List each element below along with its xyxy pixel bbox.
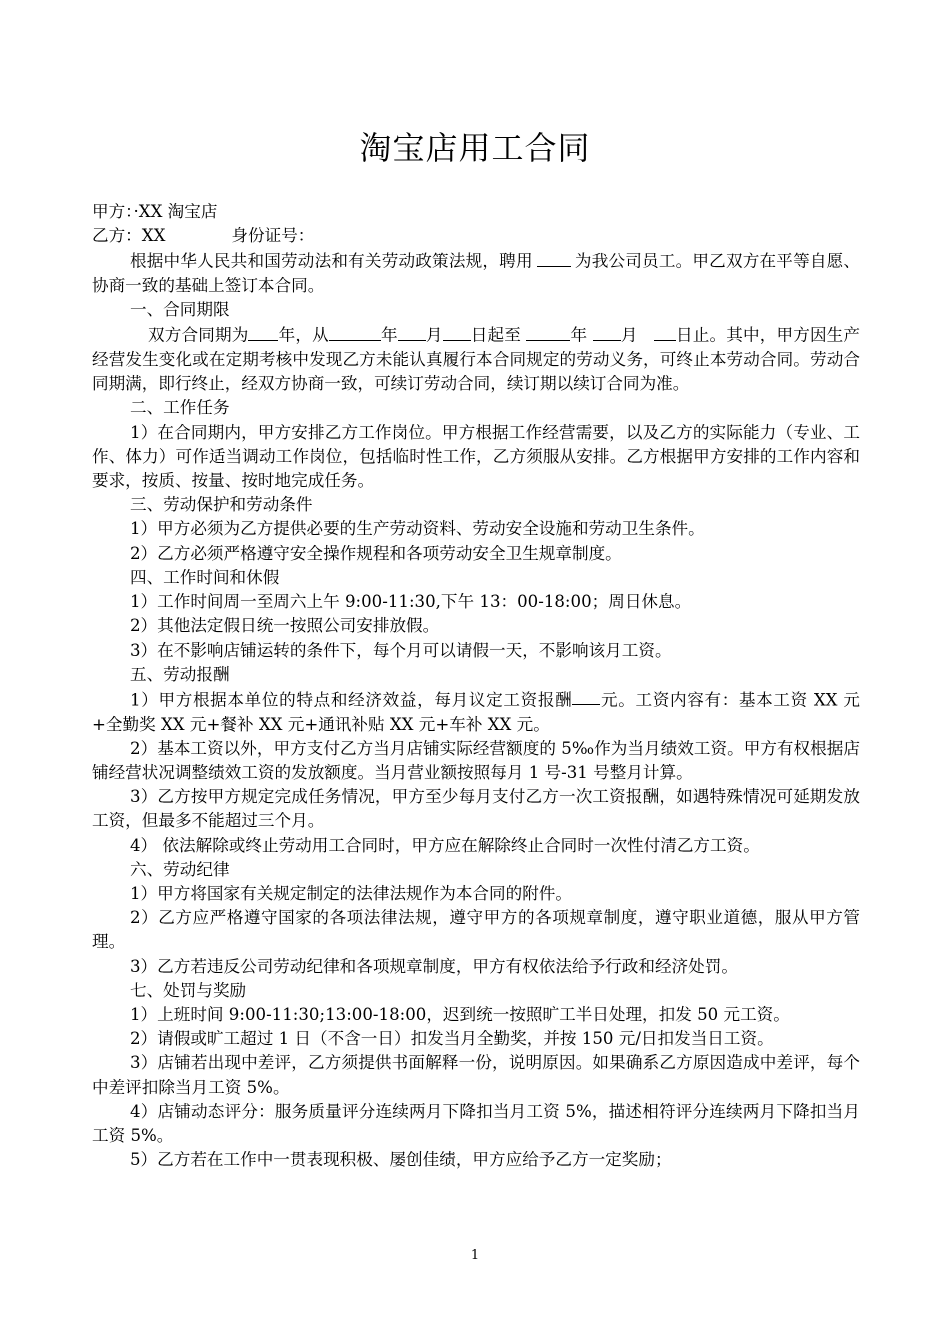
section-3-item-2: 2）乙方必须严格遵守安全操作规程和各项劳动安全卫生规章制度。 (130, 543, 622, 563)
section-3-item-1: 1）甲方必须为乙方提供必要的生产劳动资料、劳动安全设施和劳动卫生条件。 (130, 519, 705, 539)
section-4-item-1: 1）工作时间周一至周六上午 9:00-11:30,下午 13：00-18:00；周日休息。 (130, 592, 692, 612)
blank-end-day (654, 322, 676, 340)
section-5-item-1: 1）甲方根据本单位的特点和经济效益，每月议定工资报酬 元。工资内容有：基本工资 XX 元+全勤奖 XX 元+餐补 XX 元+通讯补贴 XX 元+车补 XX 元。 (92, 687, 860, 737)
blank-years (248, 322, 278, 340)
section-7-item-1: 1）上班时间 9:00-11:30;13:00-18:00，迟到统一按照旷工半日处理，扣发 50 元工资。 (130, 1004, 790, 1024)
blank-end-year (526, 322, 570, 340)
party-b-line (92, 224, 860, 248)
section-5-item-2: 2）基本工资以外，甲方支付乙方当月店铺实际经营额度的 5‰作为当月绩效工资。甲方有权根据店铺经营状况调整绩效工资的发放额度。当月营业额按照每月 1 号-31 号整月计算。 (92, 738, 860, 782)
blank-start-year (329, 322, 381, 340)
blank-start-month (398, 322, 426, 340)
intro-paragraph: 根据中华人民共和国劳动法和有关劳动政策法规，聘用 为我公司员工。甲乙双方在平等自愿、协商一致的基础上签订本合同。 (92, 248, 860, 298)
section-7-item-4: 4）店铺动态评分：服务质量评分连续两月下降扣当月工资 5%，描述相符评分连续两月下降扣当月工资 5%。 (92, 1101, 860, 1145)
section-6-item-2: 2）乙方应严格遵守国家的各项法律法规，遵守甲方的各项规章制度，遵守职业道德，服从甲方管理。 (92, 908, 860, 952)
section-5-heading: 五、劳动报酬 (130, 664, 230, 684)
document-title: 淘宝店用工合同 (359, 129, 591, 167)
section-2-heading: 二、工作任务 (130, 398, 230, 418)
blank-start-day (443, 322, 471, 340)
blank-salary (572, 687, 600, 705)
section-6-item-3: 3）乙方若违反公司劳动纪律和各项规章制度，甲方有权依法给予行政和经济处罚。 (130, 956, 738, 976)
document-body (92, 200, 860, 1172)
party-b-id-label: 身份证号： (231, 226, 315, 246)
section-4-item-3: 3）在不影响店铺运转的条件下，每个月可以请假一天，不影响该月工资。 (130, 640, 672, 660)
page-number: 1 (470, 1248, 480, 1263)
section-3-heading: 三、劳动保护和劳动条件 (130, 495, 313, 515)
section-1-heading: 一、合同期限 (130, 300, 230, 320)
section-6-heading: 六、劳动纪律 (130, 859, 230, 879)
section-6-item-1: 1）甲方将国家有关规定制定的法律法规作为本合同的附件。 (130, 883, 572, 903)
section-7-item-3: 3）店铺若出现中差评，乙方须提供书面解释一份，说明原因。如果确系乙方原因造成中差评，每个中差评扣除当月工资 5%。 (92, 1053, 860, 1097)
section-1-paragraph: 双方合同期为 年，从 年 月 日起至 年 月 日止。其中，甲方因生产经营发生变化或在定期考核中发现乙方未能认真履行本合同规定的劳动义务，可终止本劳动合同。劳动合同期满，即行终止，经双方协商一致，可续订劳动合同，续订期以续订合同为准。 (92, 322, 860, 396)
blank-end-month (593, 322, 621, 340)
section-7-item-5: 5）乙方若在工作中一贯表现积极、屡创佳绩，甲方应给予乙方一定奖励； (130, 1150, 672, 1170)
party-a-line: 甲方：·XX 淘宝店 (92, 202, 218, 221)
section-2-item-1: 1）在合同期内，甲方安排乙方工作岗位。甲方根据工作经营需要，以及乙方的实际能力（专业、工作、体力）可作适当调动工作岗位，包括临时性工作，乙方须服从安排。乙方根据甲方安排的工作内容和要求，按质、按量、按时地完成任务。 (92, 422, 860, 491)
section-4-heading: 四、工作时间和休假 (130, 567, 280, 587)
section-7-item-2: 2）请假或旷工超过 1 日（不含一日）扣发当月全勤奖，并按 150 元/日扣发当日工资。 (130, 1029, 774, 1049)
party-b-name: 乙方：XX (92, 226, 166, 246)
section-5-item-3: 3）乙方按甲方规定完成任务情况，甲方至少每月支付乙方一次工资报酬，如遇特殊情况可延期发放工资，但最多不能超过三个月。 (92, 787, 860, 831)
section-7-heading: 七、处罚与奖励 (130, 980, 247, 1000)
blank-employee-name (537, 248, 571, 266)
section-5-item-4: 4） 依法解除或终止劳动用工合同时，甲方应在解除终止合同时一次性付清乙方工资。 (130, 835, 760, 855)
section-4-item-2: 2）其他法定假日统一按照公司安排放假。 (130, 616, 440, 636)
